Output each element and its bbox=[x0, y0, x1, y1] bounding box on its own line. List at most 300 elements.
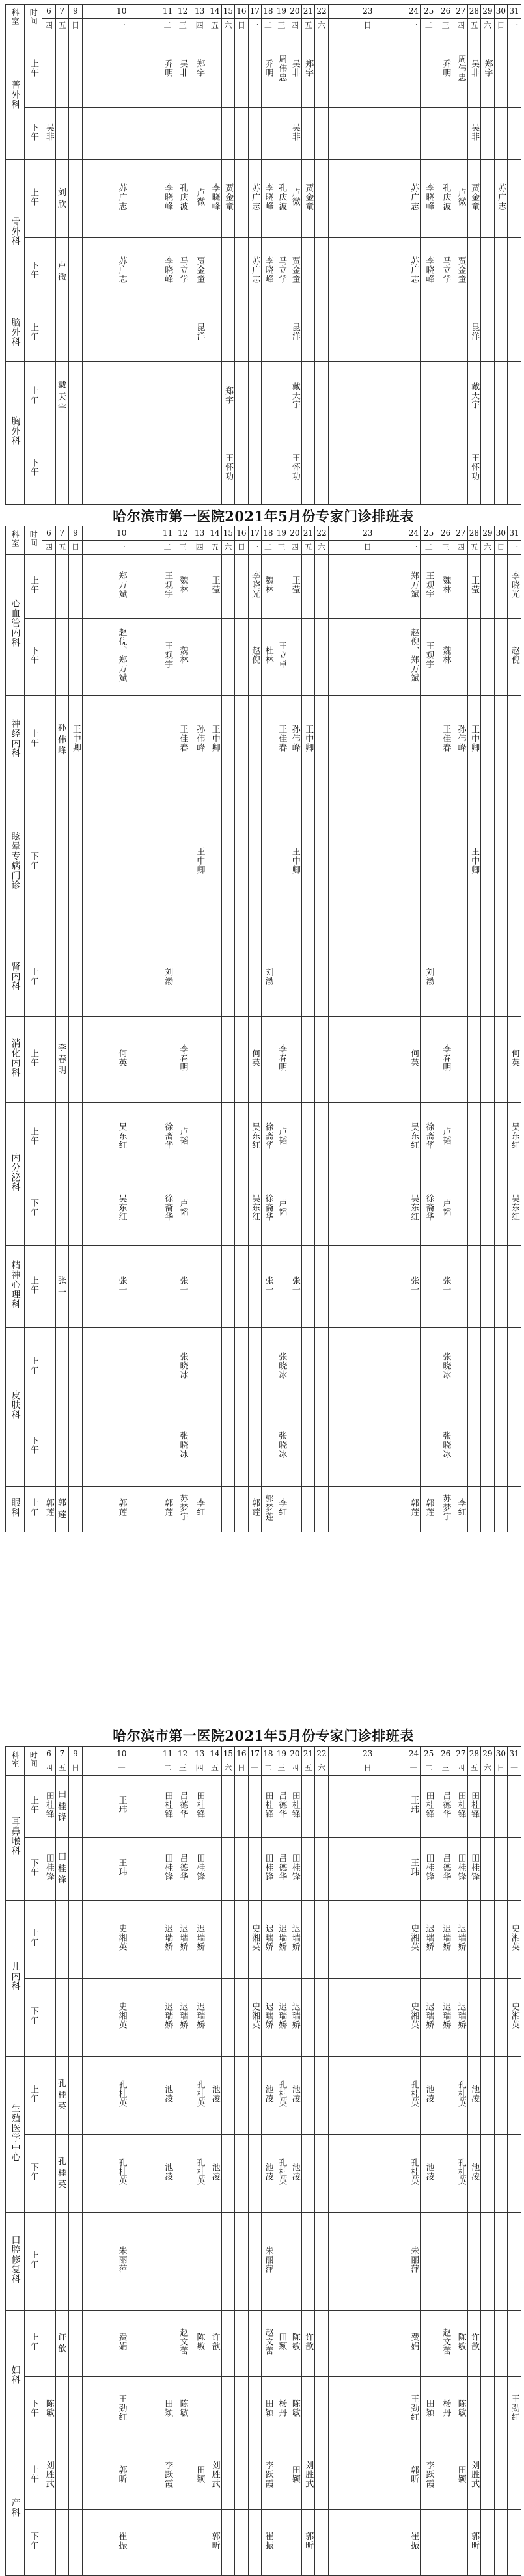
doctor-name: 王中卿 bbox=[303, 724, 314, 752]
doctor-cell bbox=[42, 1838, 56, 1901]
doctor-cell bbox=[421, 2135, 437, 2213]
doctor-cell bbox=[55, 696, 69, 785]
doctor-cell bbox=[82, 940, 161, 1017]
doctor-name: 李红 bbox=[456, 1498, 466, 1517]
roster-row bbox=[6, 433, 521, 505]
period-label: 下午 bbox=[28, 2531, 38, 2550]
doctor-cell bbox=[191, 160, 208, 238]
doctor-cell bbox=[328, 1173, 407, 1246]
doctor-name: 陈敏 bbox=[195, 2332, 205, 2351]
doctor-name: 陈敏 bbox=[44, 2398, 54, 2417]
weekday-cell: 四 bbox=[191, 1761, 208, 1776]
doctor-cell bbox=[288, 2135, 302, 2213]
doctor-name: 迟瑞娇 bbox=[178, 1923, 188, 1951]
doctor-cell bbox=[508, 619, 521, 696]
doctor-cell bbox=[328, 362, 407, 433]
doctor-cell bbox=[69, 2311, 83, 2377]
doctor-cell bbox=[421, 2377, 437, 2443]
doctor-cell bbox=[421, 785, 437, 940]
doctor-cell bbox=[69, 2510, 83, 2576]
doctor-cell bbox=[208, 238, 222, 306]
doctor-name: 孙伟峰 bbox=[57, 724, 66, 757]
roster-table bbox=[5, 4, 521, 505]
doctor-cell bbox=[221, 2377, 235, 2443]
doctor-cell bbox=[508, 362, 521, 433]
doctor-cell bbox=[42, 433, 56, 505]
doctor-name: 郭莲 bbox=[57, 1498, 66, 1520]
weekday-cell: 三 bbox=[275, 1761, 288, 1776]
doctor-cell bbox=[328, 2377, 407, 2443]
weekday-cell: 一 bbox=[248, 1761, 262, 1776]
doctor-cell bbox=[301, 2510, 315, 2576]
doctor-cell bbox=[508, 1173, 521, 1246]
doctor-cell bbox=[407, 1103, 421, 1173]
doctor-cell bbox=[315, 940, 329, 1017]
weekday-cell: 日 bbox=[328, 1761, 407, 1776]
doctor-cell bbox=[235, 362, 249, 433]
doctor-cell bbox=[481, 1328, 495, 1407]
doctor-name: 卢韬 bbox=[178, 1126, 188, 1145]
doctor-cell bbox=[69, 160, 83, 238]
doctor-cell bbox=[55, 33, 69, 108]
doctor-name: 徐斋华 bbox=[424, 1122, 434, 1150]
weekday-cell: 四 bbox=[454, 19, 468, 33]
dept-header bbox=[6, 1747, 25, 1776]
doctor-cell bbox=[275, 2311, 288, 2377]
doctor-cell bbox=[174, 1328, 191, 1407]
doctor-cell bbox=[421, 238, 437, 306]
date-cell: 15 bbox=[221, 1747, 235, 1761]
doctor-cell bbox=[82, 1901, 161, 1979]
doctor-cell bbox=[82, 306, 161, 362]
doctor-name: 王佳春 bbox=[277, 724, 287, 752]
doctor-cell bbox=[288, 306, 302, 362]
doctor-name: 刘胜武 bbox=[469, 2460, 480, 2488]
department-cell bbox=[6, 1776, 25, 1901]
doctor-cell bbox=[454, 1328, 468, 1407]
department-cell bbox=[6, 1103, 25, 1246]
weekday-cell: 四 bbox=[288, 541, 302, 555]
doctor-name: 陈敏 bbox=[290, 2398, 300, 2417]
doctor-name: 郭昕 bbox=[117, 2465, 127, 2484]
doctor-cell bbox=[437, 433, 454, 505]
doctor-name: 苏梦宇 bbox=[178, 1493, 188, 1521]
doctor-name: 李春明 bbox=[57, 1043, 66, 1076]
doctor-cell bbox=[248, 1407, 262, 1487]
doctor-name: 王中卿 bbox=[70, 724, 81, 752]
doctor-name: 田颖 bbox=[195, 2465, 205, 2484]
weekday-cell: 三 bbox=[275, 541, 288, 555]
doctor-cell bbox=[82, 1487, 161, 1532]
doctor-cell bbox=[421, 362, 437, 433]
doctor-cell bbox=[437, 1328, 454, 1407]
doctor-cell bbox=[55, 1901, 69, 1979]
date-cell: 18 bbox=[262, 1747, 275, 1761]
doctor-name: 李晓峰 bbox=[163, 183, 173, 211]
doctor-cell bbox=[221, 1901, 235, 1979]
date-cell: 12 bbox=[174, 526, 191, 541]
doctor-cell bbox=[161, 2135, 174, 2213]
weekday-cell: 五 bbox=[208, 541, 222, 555]
doctor-cell bbox=[315, 1103, 329, 1173]
date-cell: 14 bbox=[208, 5, 222, 19]
doctor-cell bbox=[315, 108, 329, 160]
department-name: 妇科 bbox=[10, 2365, 21, 2385]
doctor-name: 田桂锋 bbox=[469, 1853, 480, 1881]
doctor-cell bbox=[275, 2135, 288, 2213]
doctor-name: 昆洋 bbox=[469, 323, 480, 342]
period-label: 下午 bbox=[28, 2162, 38, 2181]
doctor-cell bbox=[437, 238, 454, 306]
doctor-name: 徐斋华 bbox=[263, 1193, 273, 1221]
doctor-cell bbox=[454, 2510, 468, 2576]
doctor-cell bbox=[69, 1979, 83, 2057]
doctor-name: 卢韬 bbox=[277, 1198, 287, 1217]
doctor-cell bbox=[235, 2510, 249, 2576]
doctor-cell bbox=[275, 2213, 288, 2311]
doctor-name: 田桂锋 bbox=[424, 1791, 434, 1819]
doctor-cell bbox=[275, 1246, 288, 1328]
doctor-cell bbox=[235, 1487, 249, 1532]
doctor-cell bbox=[494, 1328, 508, 1407]
weekday-cell: 四 bbox=[42, 541, 56, 555]
doctor-cell bbox=[161, 238, 174, 306]
doctor-cell bbox=[55, 108, 69, 160]
doctor-name: 苏广志 bbox=[409, 256, 419, 284]
doctor-name: 孔桂英 bbox=[195, 2158, 205, 2186]
doctor-cell bbox=[69, 619, 83, 696]
period-cell bbox=[25, 2135, 42, 2213]
doctor-cell bbox=[454, 696, 468, 785]
roster-row bbox=[6, 1103, 521, 1173]
doctor-cell bbox=[437, 696, 454, 785]
doctor-name: 吴非 bbox=[44, 122, 54, 141]
doctor-cell bbox=[191, 2135, 208, 2213]
doctor-cell bbox=[288, 362, 302, 433]
doctor-cell bbox=[174, 2213, 191, 2311]
doctor-name: 池凌 bbox=[163, 2162, 173, 2181]
doctor-cell bbox=[42, 2213, 56, 2311]
doctor-cell bbox=[262, 160, 275, 238]
doctor-name: 迟瑞娇 bbox=[290, 1923, 300, 1951]
doctor-cell bbox=[508, 33, 521, 108]
doctor-cell bbox=[275, 362, 288, 433]
doctor-cell bbox=[481, 1487, 495, 1532]
doctor-cell bbox=[407, 1838, 421, 1901]
doctor-cell bbox=[161, 362, 174, 433]
period-label: 上午 bbox=[28, 1356, 38, 1375]
doctor-name: 周伟忠 bbox=[456, 55, 466, 83]
doctor-cell bbox=[437, 1979, 454, 2057]
date-cell: 16 bbox=[235, 526, 249, 541]
doctor-name: 王怀功 bbox=[223, 453, 234, 481]
doctor-cell bbox=[248, 433, 262, 505]
doctor-name: 王怀功 bbox=[469, 453, 480, 481]
doctor-cell bbox=[248, 696, 262, 785]
doctor-cell bbox=[481, 2510, 495, 2576]
weekday-cell: 一 bbox=[82, 541, 161, 555]
doctor-name: 孔桂英 bbox=[117, 2158, 127, 2186]
doctor-cell bbox=[262, 2443, 275, 2510]
doctor-cell bbox=[467, 238, 481, 306]
doctor-cell bbox=[494, 2377, 508, 2443]
date-cell: 29 bbox=[481, 526, 495, 541]
doctor-cell bbox=[328, 1487, 407, 1532]
doctor-cell bbox=[421, 433, 437, 505]
doctor-cell bbox=[235, 2135, 249, 2213]
doctor-cell bbox=[454, 2135, 468, 2213]
doctor-cell bbox=[262, 2213, 275, 2311]
doctor-cell bbox=[69, 696, 83, 785]
roster-row bbox=[6, 2510, 521, 2576]
doctor-cell bbox=[191, 33, 208, 108]
doctor-cell bbox=[407, 2510, 421, 2576]
doctor-cell bbox=[262, 1328, 275, 1407]
doctor-cell bbox=[235, 555, 249, 619]
doctor-cell bbox=[262, 1017, 275, 1103]
department-cell bbox=[6, 555, 25, 696]
date-cell: 13 bbox=[191, 526, 208, 541]
doctor-cell bbox=[494, 362, 508, 433]
doctor-name: 李跃霞 bbox=[263, 2460, 273, 2488]
roster-row bbox=[6, 785, 521, 940]
doctor-name: 张一 bbox=[57, 1275, 66, 1297]
period-cell bbox=[25, 1407, 42, 1487]
date-cell: 23 bbox=[328, 526, 407, 541]
doctor-cell bbox=[208, 2057, 222, 2135]
doctor-cell bbox=[191, 1838, 208, 1901]
doctor-cell bbox=[235, 1979, 249, 2057]
doctor-name: 张晓冰 bbox=[277, 1351, 287, 1379]
period-header bbox=[25, 1747, 42, 1776]
doctor-name: 王玮 bbox=[117, 1795, 127, 1814]
doctor-cell bbox=[235, 433, 249, 505]
doctor-cell bbox=[421, 1103, 437, 1173]
doctor-cell bbox=[161, 1017, 174, 1103]
doctor-cell bbox=[275, 433, 288, 505]
doctor-cell bbox=[315, 1173, 329, 1246]
doctor-cell bbox=[328, 1103, 407, 1173]
date-cell: 25 bbox=[421, 5, 437, 19]
department-cell bbox=[6, 33, 25, 160]
weekday-cell: 一 bbox=[407, 19, 421, 33]
weekday-cell: 三 bbox=[437, 541, 454, 555]
period-header-label: 时间 bbox=[29, 8, 38, 26]
period-header bbox=[25, 5, 42, 33]
doctor-name: 魏林 bbox=[441, 645, 451, 664]
dept-header-label: 科室 bbox=[10, 530, 20, 548]
doctor-cell bbox=[454, 619, 468, 696]
doctor-name: 刘胜武 bbox=[210, 2460, 220, 2488]
doctor-name: 马立学 bbox=[277, 256, 287, 284]
period-cell bbox=[25, 1901, 42, 1979]
doctor-name: 郑宇 bbox=[303, 59, 314, 78]
date-cell: 30 bbox=[494, 526, 508, 541]
department-cell bbox=[6, 160, 25, 306]
doctor-cell bbox=[191, 362, 208, 433]
doctor-cell bbox=[328, 1407, 407, 1487]
doctor-name: 郭昕 bbox=[210, 2531, 220, 2550]
weekday-cell: 六 bbox=[315, 1761, 329, 1776]
date-cell: 7 bbox=[55, 5, 69, 19]
doctor-cell bbox=[69, 33, 83, 108]
doctor-name: 卢韬 bbox=[441, 1198, 451, 1217]
doctor-name: 田桂锋 bbox=[263, 1853, 273, 1881]
doctor-cell bbox=[161, 1776, 174, 1838]
doctor-cell bbox=[454, 1776, 468, 1838]
period-label: 下午 bbox=[28, 1435, 38, 1454]
doctor-cell bbox=[262, 555, 275, 619]
date-cell: 26 bbox=[437, 5, 454, 19]
doctor-cell bbox=[161, 306, 174, 362]
doctor-cell bbox=[262, 306, 275, 362]
doctor-cell bbox=[407, 1017, 421, 1103]
doctor-cell bbox=[437, 555, 454, 619]
doctor-cell bbox=[161, 1838, 174, 1901]
doctor-cell bbox=[301, 1979, 315, 2057]
doctor-cell bbox=[275, 2377, 288, 2443]
doctor-cell bbox=[508, 785, 521, 940]
doctor-name: 孔桂英 bbox=[195, 2080, 205, 2108]
doctor-cell bbox=[301, 433, 315, 505]
doctor-cell bbox=[454, 1407, 468, 1487]
doctor-cell bbox=[301, 2377, 315, 2443]
department-name: 口腔修复科 bbox=[10, 2235, 21, 2285]
weekday-cell: 二 bbox=[421, 19, 437, 33]
doctor-cell bbox=[407, 1487, 421, 1532]
doctor-cell bbox=[208, 1979, 222, 2057]
department-name: 胸外科 bbox=[10, 416, 21, 446]
doctor-cell bbox=[421, 1487, 437, 1532]
weekday-cell: 五 bbox=[208, 19, 222, 33]
doctor-cell bbox=[221, 1776, 235, 1838]
doctor-name: 池凌 bbox=[163, 2084, 173, 2103]
doctor-cell bbox=[221, 1173, 235, 1246]
doctor-cell bbox=[437, 1246, 454, 1328]
doctor-name: 孙伟峰 bbox=[195, 724, 205, 752]
doctor-name: 费娟 bbox=[117, 2332, 127, 2351]
doctor-cell bbox=[235, 1328, 249, 1407]
weekday-cell: 日 bbox=[69, 1761, 83, 1776]
date-cell: 24 bbox=[407, 5, 421, 19]
doctor-cell bbox=[437, 33, 454, 108]
date-cell: 10 bbox=[82, 1747, 161, 1761]
doctor-cell bbox=[161, 2057, 174, 2135]
doctor-cell bbox=[481, 1901, 495, 1979]
doctor-cell bbox=[508, 1901, 521, 1979]
doctor-cell bbox=[248, 555, 262, 619]
doctor-cell bbox=[494, 306, 508, 362]
doctor-cell bbox=[275, 785, 288, 940]
doctor-cell bbox=[508, 2443, 521, 2510]
doctor-name: 张一 bbox=[178, 1275, 188, 1294]
department-name: 神经内科 bbox=[10, 718, 21, 758]
doctor-cell bbox=[275, 2443, 288, 2510]
doctor-cell bbox=[315, 619, 329, 696]
doctor-cell bbox=[161, 1901, 174, 1979]
department-cell bbox=[6, 306, 25, 362]
doctor-name: 王怀功 bbox=[290, 453, 300, 481]
period-label: 下午 bbox=[28, 851, 38, 870]
doctor-cell bbox=[494, 1103, 508, 1173]
doctor-cell bbox=[454, 238, 468, 306]
period-cell bbox=[25, 1776, 42, 1838]
doctor-cell bbox=[82, 2213, 161, 2311]
doctor-cell bbox=[208, 555, 222, 619]
doctor-cell bbox=[467, 160, 481, 238]
doctor-cell bbox=[248, 2135, 262, 2213]
doctor-cell bbox=[508, 1838, 521, 1901]
doctor-cell bbox=[407, 1901, 421, 1979]
doctor-cell bbox=[437, 1173, 454, 1246]
doctor-cell bbox=[508, 1328, 521, 1407]
doctor-cell bbox=[248, 1246, 262, 1328]
date-cell: 21 bbox=[301, 1747, 315, 1761]
doctor-cell bbox=[288, 2057, 302, 2135]
doctor-cell bbox=[315, 1838, 329, 1901]
doctor-cell bbox=[407, 555, 421, 619]
doctor-name: 苏广志 bbox=[250, 183, 260, 211]
doctor-cell bbox=[248, 238, 262, 306]
doctor-cell bbox=[275, 1838, 288, 1901]
doctor-cell bbox=[437, 306, 454, 362]
doctor-name: 王中卿 bbox=[469, 847, 480, 874]
doctor-cell bbox=[161, 2213, 174, 2311]
date-cell: 21 bbox=[301, 526, 315, 541]
doctor-cell bbox=[174, 238, 191, 306]
header-dates-row bbox=[6, 1747, 521, 1761]
doctor-cell bbox=[191, 433, 208, 505]
weekday-cell: 四 bbox=[288, 19, 302, 33]
weekday-cell: 三 bbox=[174, 1761, 191, 1776]
doctor-cell bbox=[315, 696, 329, 785]
doctor-name: 田桂锋 bbox=[456, 1791, 466, 1819]
doctor-name: 李晓峰 bbox=[424, 183, 434, 211]
doctor-cell bbox=[467, 785, 481, 940]
doctor-cell bbox=[262, 2377, 275, 2443]
doctor-cell bbox=[174, 1017, 191, 1103]
doctor-cell bbox=[421, 1838, 437, 1901]
doctor-cell bbox=[481, 306, 495, 362]
doctor-cell bbox=[481, 940, 495, 1017]
doctor-name: 郭昕 bbox=[303, 2531, 314, 2550]
doctor-name: 池凌 bbox=[263, 2162, 273, 2181]
doctor-cell bbox=[454, 2057, 468, 2135]
doctor-cell bbox=[262, 1838, 275, 1901]
roster-row bbox=[6, 1017, 521, 1103]
doctor-cell bbox=[208, 1901, 222, 1979]
doctor-name: 何英 bbox=[117, 1048, 127, 1067]
doctor-cell bbox=[328, 108, 407, 160]
doctor-cell bbox=[55, 238, 69, 306]
doctor-cell bbox=[42, 1103, 56, 1173]
doctor-cell bbox=[82, 785, 161, 940]
doctor-cell bbox=[191, 2443, 208, 2510]
period-label: 上午 bbox=[28, 729, 38, 748]
period-cell bbox=[25, 433, 42, 505]
doctor-cell bbox=[191, 2213, 208, 2311]
doctor-cell bbox=[248, 2311, 262, 2377]
doctor-cell bbox=[467, 108, 481, 160]
doctor-cell bbox=[421, 1776, 437, 1838]
doctor-cell bbox=[454, 1838, 468, 1901]
doctor-name: 李春明 bbox=[441, 1044, 451, 1072]
doctor-cell bbox=[494, 785, 508, 940]
doctor-cell bbox=[288, 1017, 302, 1103]
doctor-name: 王观宇 bbox=[163, 571, 173, 599]
doctor-name: 费娟 bbox=[409, 2332, 419, 2351]
doctor-cell bbox=[69, 1173, 83, 1246]
